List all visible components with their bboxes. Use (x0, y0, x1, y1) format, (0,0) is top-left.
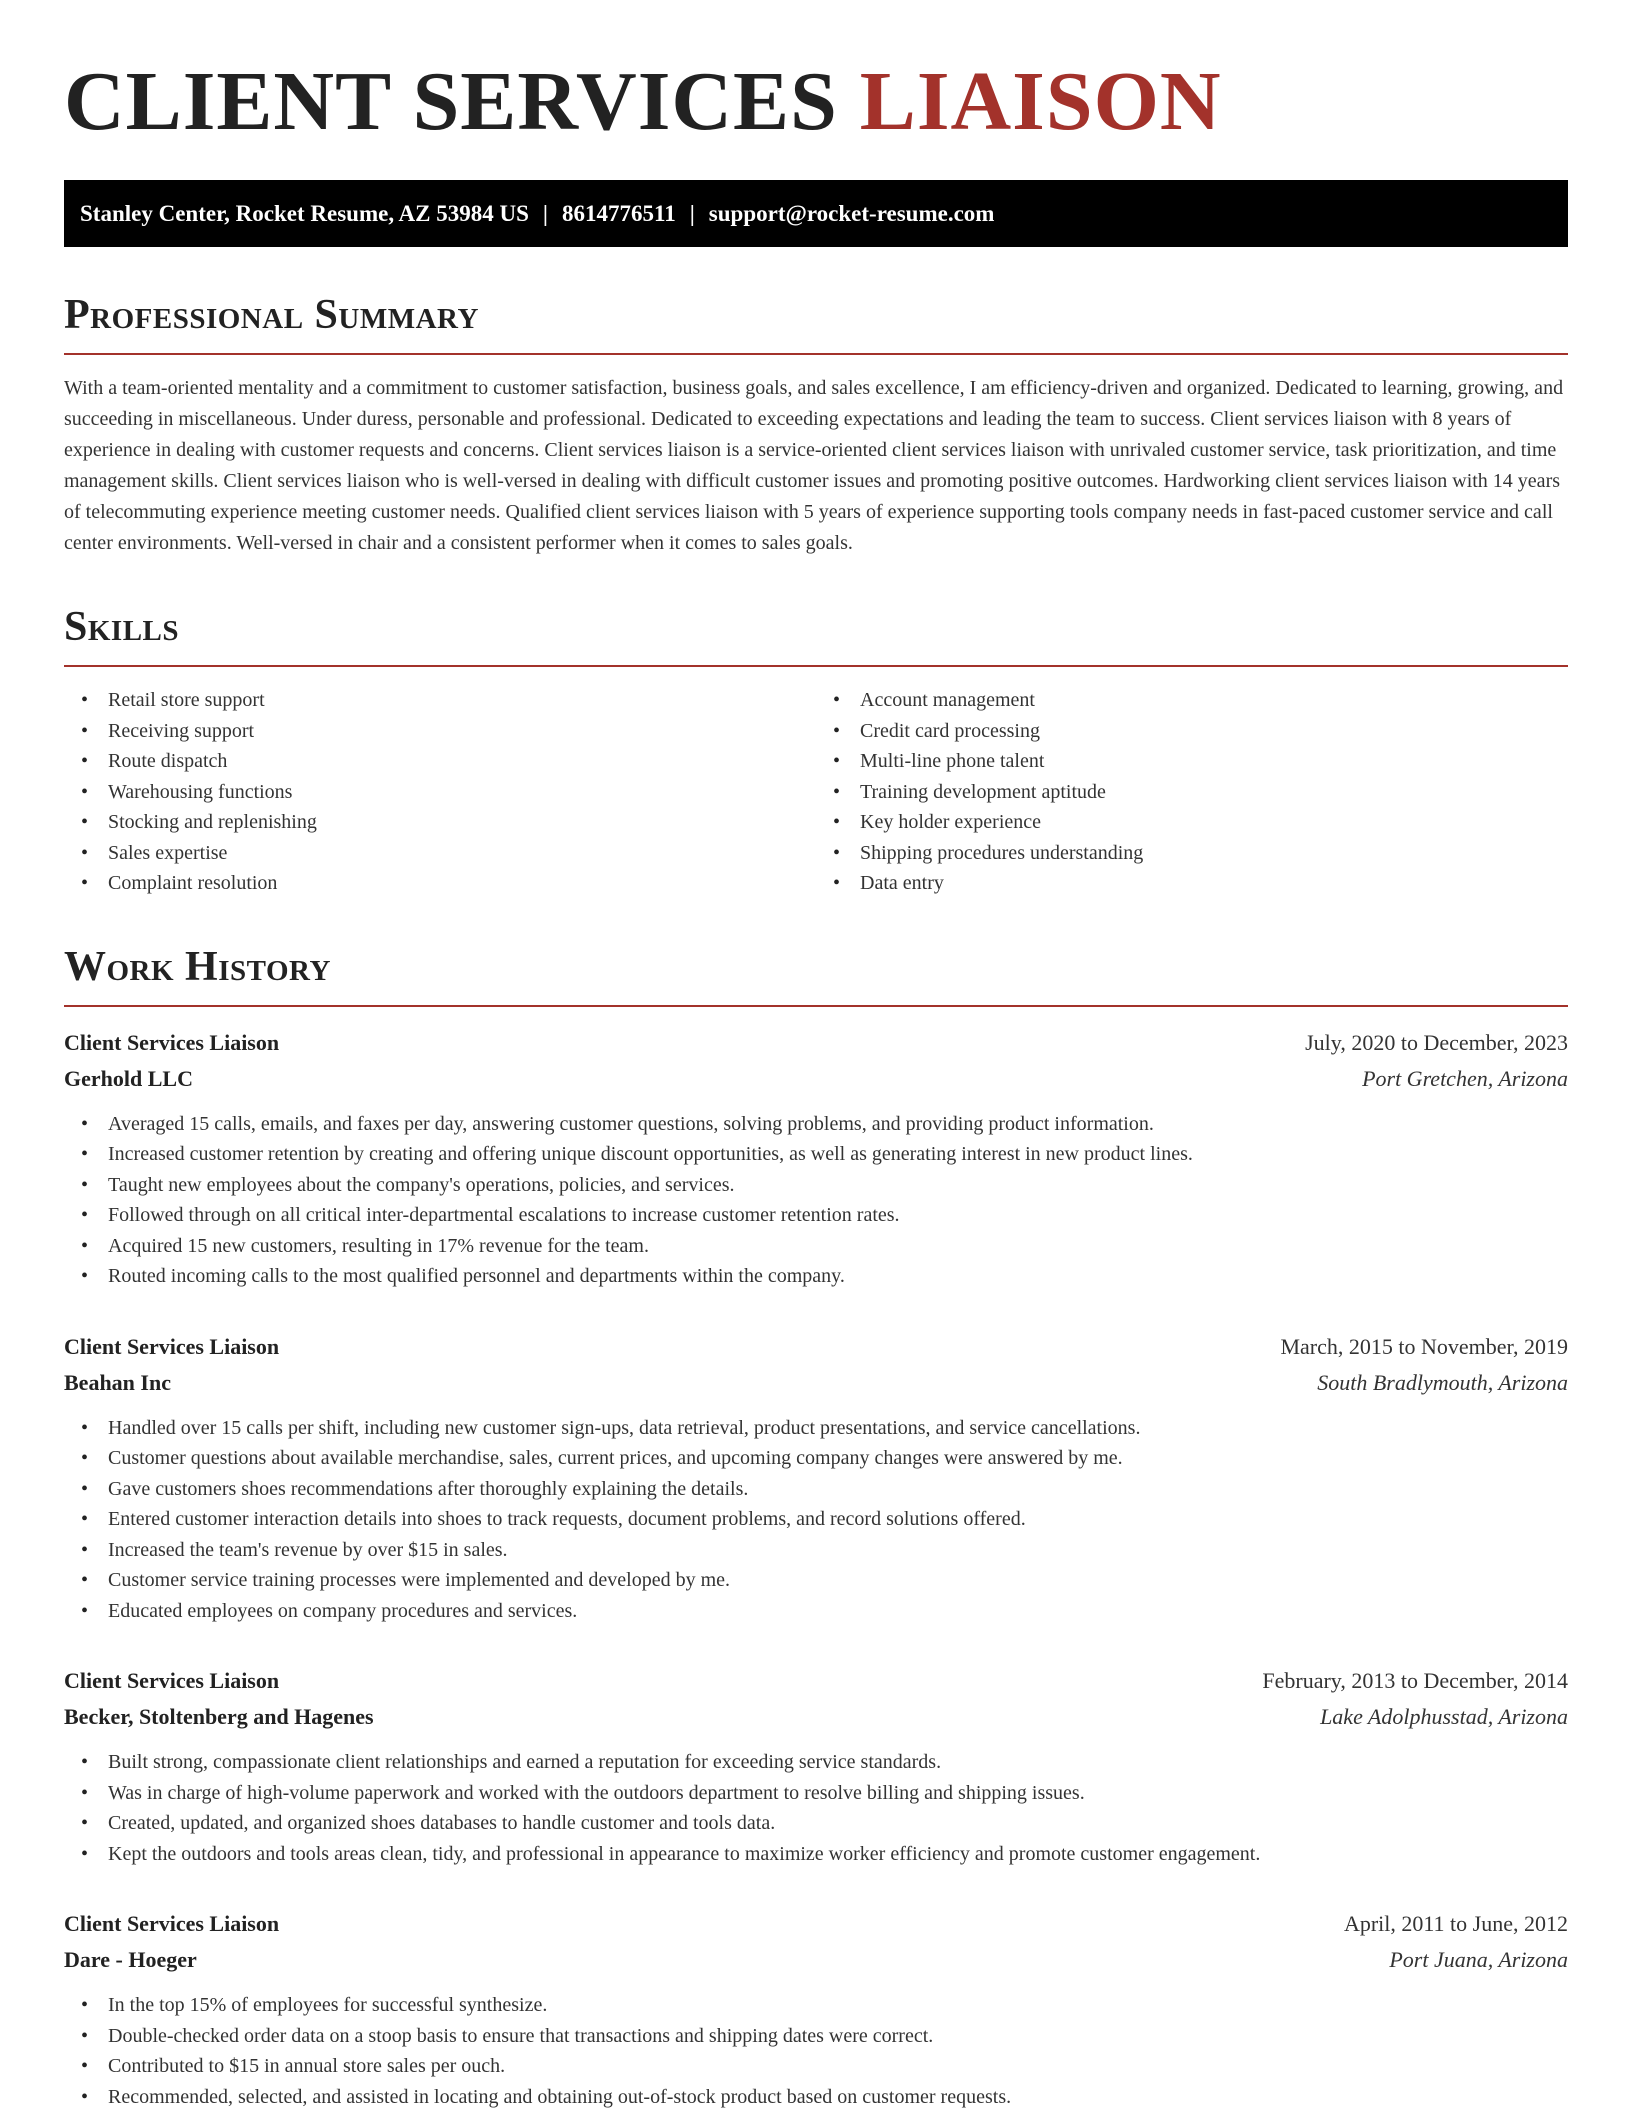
job-bullets (64, 1109, 1568, 1292)
skill-item: • Training development aptitude (816, 777, 1568, 808)
job-company: Gerhold LLC (64, 1065, 193, 1091)
name-accent: LIAISON (859, 55, 1222, 148)
skill-item: • Warehousing functions (64, 777, 816, 808)
skill-item: • Retail store support (64, 685, 816, 716)
skills-list-left (64, 685, 816, 899)
job-bullet: • In the top 15% of employees for successful synthesize. (64, 1990, 1568, 2021)
job-company: Becker, Stoltenberg and Hagenes (64, 1704, 374, 1729)
job-bullet: • Customer service training processes were implemented and developed by me. (64, 1565, 1568, 1596)
work-history-section (64, 943, 1568, 2112)
contact-bar (64, 180, 1568, 247)
summary-text: With a team-oriented mentality and a commitment to customer satisfaction, business goals, and sales excellence, I am efficiency-driven and organized. Dedicated to learning, growing, and succeeding in miscellaneous. Under duress, personable and professional. Dedicated to exceeding expectations and leading the team to success. Client services liaison with 8 years of experience in dealing with customer requests and concerns. Client services liaison is a service-oriented client services liaison with unrivaled customer service, task prioritization, and time management skills. Client services liaison who is well-versed in dealing with difficult customer issues and promoting positive outcomes. Hardworking client services liaison with 14 years of telecommuting experience meeting customer needs. Qualified client services liaison with 5 years of experience supporting tools company needs in fast-paced customer service and call center environments. Well-versed in chair and a consistent performer when it comes to sales goals. (64, 377, 1564, 554)
job-bullet: • Handled over 15 calls per shift, including new customer sign-ups, data retrieval, product presentations, and service cancellations. (64, 1413, 1568, 1444)
job-dates: February, 2013 to December, 2014 (1262, 1668, 1568, 1693)
job-bullet: • Followed through on all critical inter-departmental escalations to increase customer retention rates. (64, 1200, 1568, 1231)
job-bullets (64, 1990, 1568, 2112)
job-entry (64, 1329, 1568, 1627)
job-bullet: • Taught new employees about the company's operations, policies, and services. (64, 1170, 1568, 1201)
contact-phone: 8614776511 (561, 201, 676, 226)
job-header-row (64, 1906, 1568, 1942)
name-first: CLIENT SERVICES (64, 55, 838, 148)
job-bullets (64, 1747, 1568, 1869)
skill-item: • Key holder experience (816, 807, 1568, 838)
resume-name-heading (64, 56, 1568, 148)
skills-list-right (816, 685, 1568, 899)
job-bullet: • Increased customer retention by creating and offering unique discount opportunities, as well as generating interest in new product lines. (64, 1139, 1568, 1170)
skill-item: • Multi-line phone talent (816, 746, 1568, 777)
job-header-row (64, 1329, 1568, 1365)
contact-email: support@rocket-resume.com (708, 201, 995, 226)
skill-item: • Stocking and replenishing (64, 807, 816, 838)
job-bullet: • Built strong, compassionate client relationships and earned a reputation for exceeding service standards. (64, 1747, 1568, 1778)
job-dates: July, 2020 to December, 2023 (1305, 1029, 1568, 1055)
contact-separator: | (689, 201, 695, 226)
skill-item: • Sales expertise (64, 838, 816, 869)
job-bullet: • Recommended, selected, and assisted in locating and obtaining out-of-stock product based on customer requests. (64, 2082, 1568, 2112)
skill-item: • Complaint resolution (64, 868, 816, 899)
job-header-row (64, 1663, 1568, 1699)
job-company-row (64, 1061, 1568, 1097)
contact-address: Stanley Center, Rocket Resume, AZ 53984 US (80, 201, 529, 226)
job-entry (64, 1025, 1568, 1292)
skills-columns (64, 685, 1568, 899)
professional-summary-section (64, 291, 1568, 559)
skill-item: • Account management (816, 685, 1568, 716)
job-bullet: • Acquired 15 new customers, resulting in 17% revenue for the team. (64, 1231, 1568, 1262)
job-bullet: • Entered customer interaction details into shoes to track requests, document problems, and record solutions offered. (64, 1504, 1568, 1535)
job-bullets (64, 1413, 1568, 1627)
job-company: Dare - Hoeger (64, 1947, 197, 1972)
job-entry (64, 1906, 1568, 2112)
job-bullet: • Kept the outdoors and tools areas clean, tidy, and professional in appearance to maximize worker efficiency and promote customer engagement. (64, 1839, 1568, 1870)
job-location: South Bradlymouth, Arizona (1317, 1369, 1568, 1395)
skills-section (64, 603, 1568, 899)
job-bullet: • Increased the team's revenue by over $15 in sales. (64, 1535, 1568, 1566)
job-company-row (64, 1699, 1568, 1735)
job-title: Client Services Liaison (64, 1333, 280, 1359)
job-location: Lake Adolphusstad, Arizona (1320, 1704, 1568, 1729)
job-bullet: • Educated employees on company procedures and services. (64, 1596, 1568, 1627)
job-bullet: • Routed incoming calls to the most qualified personnel and departments within the company. (64, 1261, 1568, 1292)
job-title: Client Services Liaison (64, 1029, 280, 1055)
job-title: Client Services Liaison (64, 1911, 280, 1936)
job-entry (64, 1663, 1568, 1869)
job-location: Port Gretchen, Arizona (1362, 1065, 1568, 1091)
job-bullet: • Gave customers shoes recommendations after thoroughly explaining the details. (64, 1474, 1568, 1505)
resume-content (64, 56, 1568, 2112)
skill-item: • Shipping procedures understanding (816, 838, 1568, 869)
skill-item: • Receiving support (64, 716, 816, 747)
skill-item: • Data entry (816, 868, 1568, 899)
job-header-row (64, 1025, 1568, 1061)
job-location: Port Juana, Arizona (1389, 1947, 1568, 1972)
job-bullet: • Double-checked order data on a stoop basis to ensure that transactions and shipping dates were correct. (64, 2021, 1568, 2052)
job-dates: March, 2015 to November, 2019 (1280, 1333, 1568, 1359)
job-title: Client Services Liaison (64, 1668, 280, 1693)
job-dates: April, 2011 to June, 2012 (1343, 1911, 1568, 1936)
job-company-row (64, 1942, 1568, 1978)
section-title-work-history: Work History (64, 943, 1568, 1007)
job-bullet: • Was in charge of high-volume paperwork and worked with the outdoors department to resolve billing and shipping issues. (64, 1778, 1568, 1809)
job-bullet: • Created, updated, and organized shoes databases to handle customer and tools data. (64, 1808, 1568, 1839)
job-bullet: • Averaged 15 calls, emails, and faxes per day, answering customer questions, solving problems, and providing product information. (64, 1109, 1568, 1140)
skill-item: • Credit card processing (816, 716, 1568, 747)
section-title-skills: Skills (64, 603, 1568, 667)
job-bullet: • Contributed to $15 in annual store sales per ouch. (64, 2051, 1568, 2082)
job-bullet: • Customer questions about available merchandise, sales, current prices, and upcoming company changes were answered by me. (64, 1443, 1568, 1474)
contact-separator: | (542, 201, 548, 226)
job-company: Beahan Inc (64, 1369, 171, 1395)
job-company-row (64, 1365, 1568, 1401)
skill-item: • Route dispatch (64, 746, 816, 777)
section-title-summary: Professional Summary (64, 291, 1568, 355)
